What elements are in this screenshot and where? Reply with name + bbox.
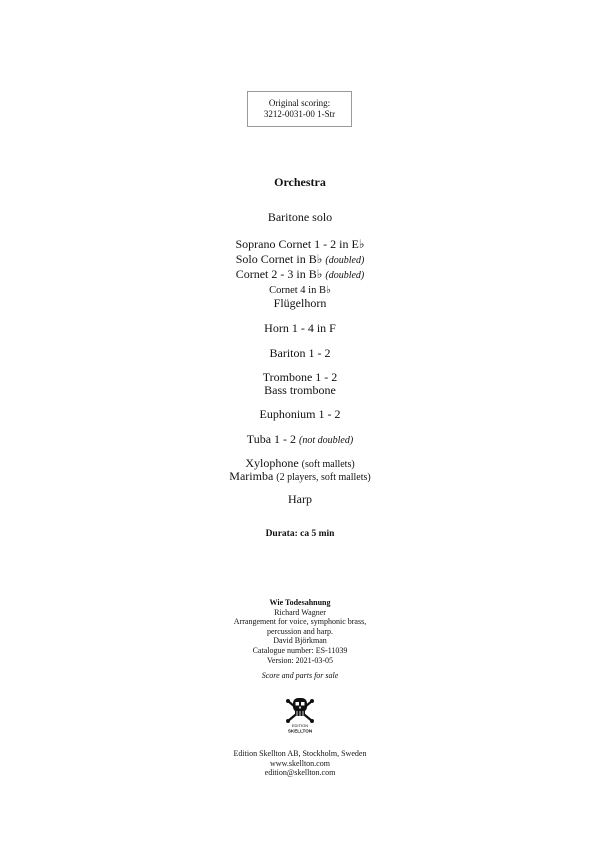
xylophone-label: Xylophone xyxy=(245,456,299,470)
scoring-code: 3212-0031-00 1-Str xyxy=(263,109,336,119)
instrument-bass-trombone: Bass trombone xyxy=(264,383,336,397)
instrument-bariton: Bariton 1 - 2 xyxy=(269,346,331,360)
cornet-2-3-label: Cornet 2 - 3 in B♭ xyxy=(235,267,323,281)
instrument-flugelhorn: Flügelhorn xyxy=(273,296,327,310)
sale-note xyxy=(0,671,600,681)
publisher-info xyxy=(0,749,600,778)
solo-cornet-label: Solo Cornet in B♭ xyxy=(235,252,323,266)
tuba-qualifier: (not doubled) xyxy=(299,435,354,446)
marimba-label: Marimba xyxy=(229,469,274,483)
publisher-email: edition@skellton.com xyxy=(264,768,336,777)
scoring-label: Original scoring: xyxy=(268,98,331,108)
solo-cornet-qualifier: (doubled) xyxy=(325,255,365,266)
work-composer: Richard Wagner xyxy=(274,607,326,617)
original-scoring-box xyxy=(247,91,352,127)
skull-crossbones-icon xyxy=(284,695,316,735)
instrument-cornet-2-3 xyxy=(0,267,600,283)
tuba-label: Tuba 1 - 2 xyxy=(246,432,297,446)
logo-text-skellton: SKELLTON xyxy=(287,728,313,734)
catalogue-info xyxy=(0,646,600,665)
xylophone-qualifier: (soft mallets) xyxy=(301,459,355,470)
cornet-2-3-qualifier: (doubled) xyxy=(325,270,365,281)
sale-text: Score and parts for sale xyxy=(261,671,339,680)
edition-skellton-logo xyxy=(284,695,316,735)
logo-text-edition: EDITION xyxy=(291,723,309,728)
instrument-solo-cornet xyxy=(0,252,600,268)
work-arranger: David Björkman xyxy=(273,636,327,645)
work-title: Wie Todesahnung xyxy=(269,598,331,607)
publisher-address: Edition Skellton AB, Stockholm, Sweden xyxy=(233,749,367,758)
work-info xyxy=(0,598,600,646)
instrument-cornet-4: Cornet 4 in B♭ xyxy=(269,285,331,296)
instrument-baritone-solo: Baritone solo xyxy=(267,210,333,224)
instrument-trombone: Trombone 1 - 2 xyxy=(262,370,338,384)
instrument-horn: Horn 1 - 4 in F xyxy=(264,321,336,335)
instrument-harp: Harp xyxy=(288,492,312,506)
work-arrangement-line-2: percussion and harp. xyxy=(267,626,333,636)
orchestra-heading: Orchestra xyxy=(274,175,326,189)
work-arrangement-line-1: Arrangement for voice, symphonic brass, xyxy=(233,617,367,626)
instrument-tuba xyxy=(0,432,600,448)
instrument-marimba xyxy=(0,469,600,485)
marimba-qualifier: (2 players, soft mallets) xyxy=(276,472,371,483)
durata: Durata: ca 5 min xyxy=(265,529,335,539)
instrument-soprano-cornet: Soprano Cornet 1 - 2 in E♭ xyxy=(235,237,365,251)
publisher-website: www.skellton.com xyxy=(270,758,330,768)
instrument-euphonium: Euphonium 1 - 2 xyxy=(259,407,341,421)
version: Version: 2021-03-05 xyxy=(267,655,333,665)
catalogue-number: Catalogue number: ES-11039 xyxy=(252,646,348,655)
